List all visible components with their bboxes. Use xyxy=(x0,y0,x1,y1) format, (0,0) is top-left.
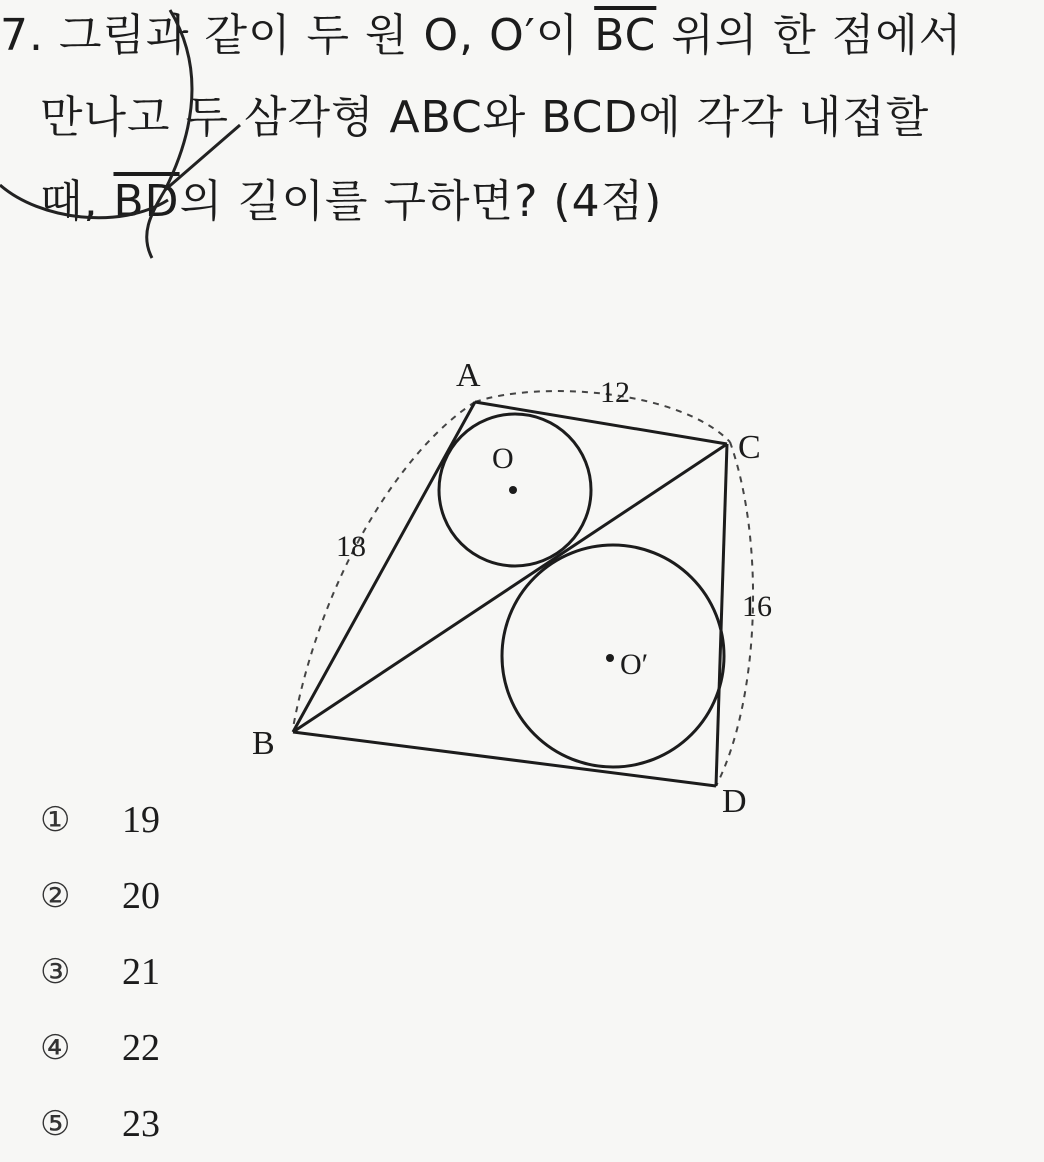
choice-marker: ③ xyxy=(40,952,71,992)
length-cd-label: 16 xyxy=(742,590,772,623)
segment-bc xyxy=(293,444,727,732)
label-d: D xyxy=(722,783,747,820)
segment-ab xyxy=(293,402,475,732)
question-line-3-text-end: 의 길이를 구하면? (4점) xyxy=(179,176,663,227)
choice-value: 22 xyxy=(122,1027,160,1069)
segment-bd: $\overline{BD}$ xyxy=(113,176,180,227)
answer-choices xyxy=(40,782,340,1162)
choice-5[interactable] xyxy=(40,1086,340,1162)
segment-bc: $\overline{BC}$ xyxy=(594,10,657,61)
center-o xyxy=(509,486,517,494)
length-ab-label: 18 xyxy=(336,530,366,563)
choice-marker: ④ xyxy=(40,1028,71,1068)
choice-value: 19 xyxy=(122,799,160,841)
question-line-3 xyxy=(40,172,662,232)
choice-3[interactable] xyxy=(40,934,340,1010)
choice-1[interactable] xyxy=(40,782,340,858)
choice-value: 21 xyxy=(122,951,160,993)
choice-2[interactable] xyxy=(40,858,340,934)
length-ac-label: 12 xyxy=(600,376,630,409)
question-line-1 xyxy=(0,6,962,66)
label-o-prime: O′ xyxy=(620,648,649,681)
center-o-prime xyxy=(606,654,614,662)
question-number: 7. xyxy=(0,10,44,61)
choice-marker: ② xyxy=(40,876,71,916)
geometry-figure xyxy=(230,340,790,840)
choice-value: 20 xyxy=(122,875,160,917)
choice-marker: ① xyxy=(40,800,71,840)
choice-4[interactable] xyxy=(40,1010,340,1086)
label-a: A xyxy=(456,357,481,394)
question-line-2: 만나고 두 삼각형 ABC와 BCD에 각각 내접할 xyxy=(40,92,930,143)
label-b: B xyxy=(252,725,275,762)
choice-marker: ⑤ xyxy=(40,1104,71,1144)
question-line-1-text-end: 위의 한 점에서 xyxy=(656,10,963,61)
question-line-1-text: 그림과 같이 두 원 O, O′이 xyxy=(58,10,595,61)
label-o: O xyxy=(492,442,514,475)
choice-value: 23 xyxy=(122,1103,160,1145)
question-line-3-text: 때, xyxy=(40,176,114,227)
label-c: C xyxy=(738,429,761,466)
question-text xyxy=(0,0,1044,260)
